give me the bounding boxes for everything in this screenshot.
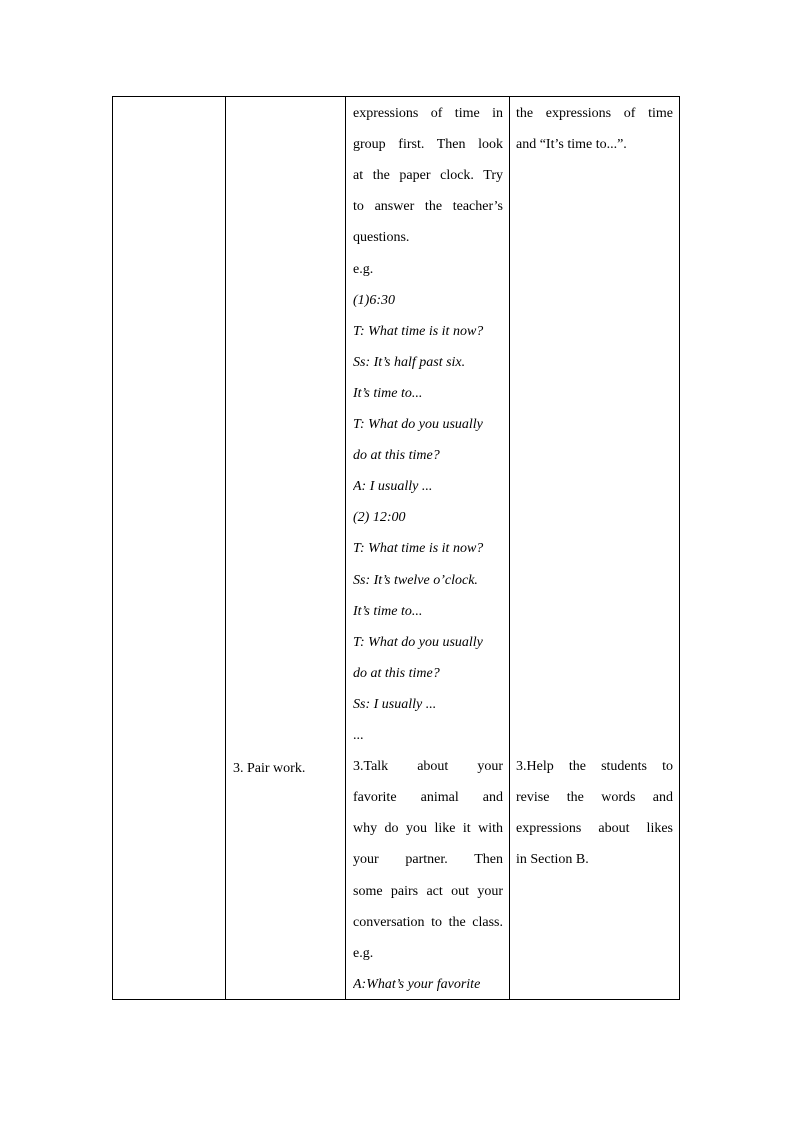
text-line: group first. Then look xyxy=(353,137,503,153)
text-line: revise the words and xyxy=(516,790,673,806)
text-line: at the paper clock. Try xyxy=(353,168,503,184)
column-1-cell xyxy=(113,97,225,999)
text-line: do at this time? xyxy=(353,448,440,464)
text-line: T: What time is it now? xyxy=(353,541,484,557)
text-line: e.g. xyxy=(353,945,374,961)
text-line: favorite animal and xyxy=(353,790,503,806)
text-line: do at this time? xyxy=(353,665,440,681)
text-line: It’s time to... xyxy=(353,385,423,401)
text-line: questions. xyxy=(353,230,410,246)
text-line: your partner. Then xyxy=(353,852,503,868)
column-3-activity-cell xyxy=(346,97,510,999)
text-line: A:What’s your favorite xyxy=(353,976,481,992)
text-line: e.g. xyxy=(353,261,374,277)
text-line: ... xyxy=(353,728,364,743)
step-label: 3. Pair work. xyxy=(233,761,306,776)
text-line: A: I usually ... xyxy=(353,479,433,495)
text-line: Ss: I usually ... xyxy=(353,696,437,712)
text-line: It’s time to... xyxy=(353,603,423,619)
text-line: why do you like it with xyxy=(353,821,503,837)
text-line: 3.Talk about your xyxy=(353,759,503,775)
text-line: and “It’s time to...”. xyxy=(516,137,627,153)
text-line: expressions about likes xyxy=(516,821,673,837)
text-line: (1)6:30 xyxy=(353,292,395,308)
text-line: T: What do you usually xyxy=(353,417,483,432)
text-line: T: What time is it now? xyxy=(353,323,484,339)
text-line: expressions of time in xyxy=(353,106,503,121)
text-line: (2) 12:00 xyxy=(353,510,406,526)
text-line: to answer the teacher’s xyxy=(353,199,503,215)
text-line: T: What do you usually xyxy=(353,634,483,650)
text-line: 3.Help the students to xyxy=(516,759,673,775)
text-line: Ss: It’s half past six. xyxy=(353,354,466,370)
text-line: in Section B. xyxy=(516,852,589,868)
text-line: conversation to the class. xyxy=(353,914,503,930)
lesson-plan-table xyxy=(112,96,680,1000)
column-2-cell xyxy=(226,97,346,999)
column-4-purpose-cell xyxy=(510,97,680,999)
text-line: some pairs act out your xyxy=(353,883,503,899)
text-line: Ss: It’s twelve o’clock. xyxy=(353,572,478,588)
text-line: the expressions of time xyxy=(516,106,673,121)
